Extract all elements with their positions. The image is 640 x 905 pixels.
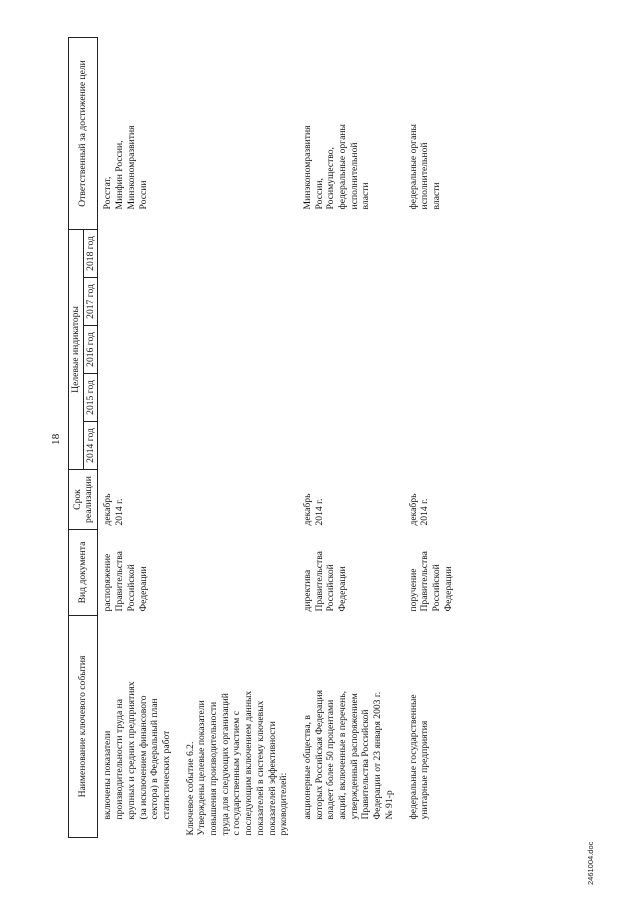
indicator-cell — [98, 278, 181, 326]
indicator-cell — [181, 278, 298, 326]
header-year-2015: 2015 год — [83, 374, 98, 422]
key-event-heading-cell: Ключевое событие 6.2. Утверждены целевые показатели повышения производительности труда для следующих организаций с государственным участием с последующим включением данных показателей в систему ключевых показателей эффективности руководителей: — [184, 690, 290, 836]
indicator-cell — [98, 229, 181, 277]
doc-type-cell: распоряжение Правительства Российской Федерации — [102, 551, 149, 612]
deadline-cell: декабрь 2014 г. — [301, 493, 325, 526]
event-cell: включены показатели производительности труда на крупных и средних предприятиях (за исключением финансового сектора) в Федеральный план статистических работ — [102, 681, 172, 820]
indicator-cell — [404, 374, 463, 422]
document-footer-code: 2461004.doc — [586, 841, 595, 885]
doc-type-cell: директива Правительства Российской Федерации — [301, 551, 349, 612]
indicator-cell — [181, 229, 298, 277]
indicator-cell — [298, 278, 404, 326]
indicator-cell — [98, 422, 181, 470]
header-year-2017: 2017 год — [83, 278, 98, 326]
header-event-name: Наименование ключевого события — [69, 616, 98, 838]
header-deadline: Срок реализации — [69, 470, 98, 530]
indicator-cell — [404, 326, 463, 374]
header-responsible: Ответственный за достижение цели — [69, 37, 98, 229]
indicator-cell — [404, 278, 463, 326]
header-document-type: Вид документа — [69, 530, 98, 616]
indicator-cell — [98, 374, 181, 422]
indicator-cell — [404, 229, 463, 277]
deadline-cell — [181, 470, 298, 530]
indicator-cell — [298, 326, 404, 374]
event-cell: федеральные государственные унитарные предприятия — [407, 694, 431, 820]
doc-type-cell: поручение Правительства Российской Федерации — [407, 551, 454, 612]
table-row — [181, 37, 298, 837]
indicator-cell — [298, 229, 404, 277]
indicator-cell — [181, 374, 298, 422]
table-row — [98, 37, 181, 837]
responsible-cell: Росстат, Минфин России, Минэкономразвития России — [102, 125, 149, 210]
deadline-cell: декабрь 2014 г. — [102, 493, 126, 526]
rotated-table-container — [68, 38, 518, 838]
doc-type-cell — [181, 530, 298, 616]
event-cell: акционерные общества, в которых Российская Федерация владеет более 50 процентами акций, включенные в перечень, утвержденный распоряжением Правительства Российской Федерации от 23 января 2003 г. № 91-р — [301, 690, 395, 820]
responsible-cell: Минэкономразвития России, Росимущество, федеральные органы исполнительной власти — [301, 124, 372, 210]
header-year-2016: 2016 год — [83, 326, 98, 374]
indicator-cell — [298, 422, 404, 470]
table-row — [404, 37, 463, 837]
indicator-cell — [298, 374, 404, 422]
header-target-indicators: Целевые индикаторы — [69, 229, 84, 469]
responsible-cell: федеральные органы исполнительной власти — [407, 124, 442, 210]
header-year-2018: 2018 год — [83, 229, 98, 277]
key-events-table — [68, 37, 462, 838]
indicator-cell — [181, 422, 298, 470]
responsible-cell — [181, 37, 298, 229]
page-number: 18 — [50, 433, 62, 445]
header-year-2014: 2014 год — [83, 422, 98, 470]
table-row — [298, 37, 404, 837]
deadline-cell: декабрь 2014 г. — [407, 493, 431, 526]
indicator-cell — [404, 422, 463, 470]
indicator-cell — [98, 326, 181, 374]
indicator-cell — [181, 326, 298, 374]
